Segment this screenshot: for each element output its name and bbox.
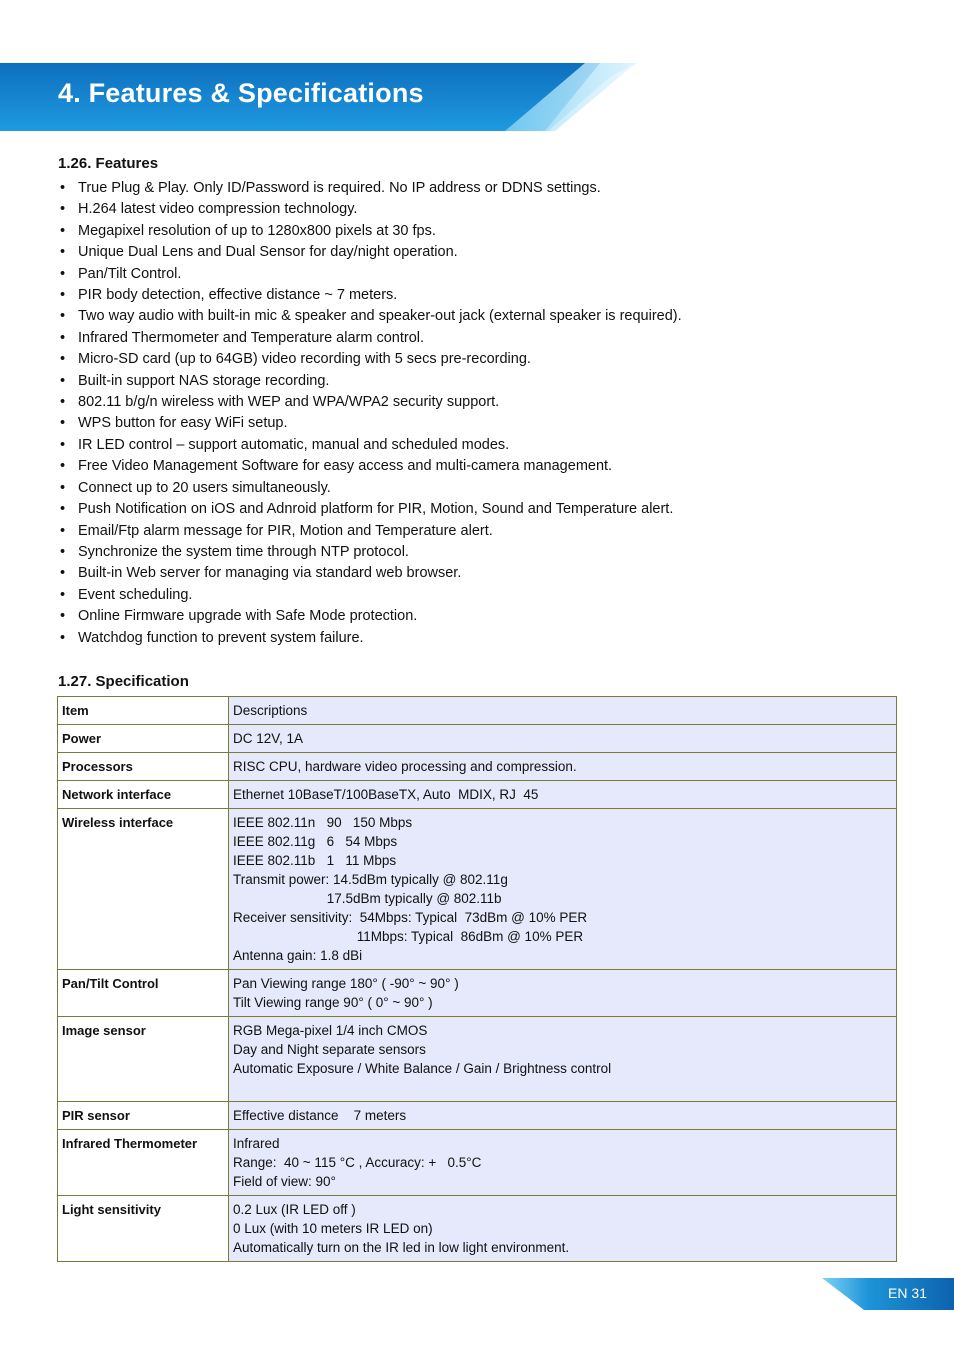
spec-description-line: IEEE 802.11g 6 54 Mbps xyxy=(233,834,398,849)
spec-row xyxy=(58,697,897,725)
spec-item-label: Pan/Tilt Control xyxy=(58,970,229,1017)
feature-item: • Megapixel resolution of up to 1280x800 pixels at 30 fps. xyxy=(58,221,898,242)
spec-description-line: IEEE 802.11n 90 150 Mbps xyxy=(233,815,413,830)
spec-description-line: Range: 40 ~ 115 °C , Accuracy: + 0.5°C xyxy=(233,1155,482,1170)
spec-description xyxy=(229,781,897,809)
spec-description xyxy=(229,970,897,1017)
feature-item: • Two way audio with built-in mic & speaker and speaker-out jack (external speaker is required). xyxy=(58,306,898,327)
feature-item: • Event scheduling. xyxy=(58,585,898,606)
spec-description-line: Field of view: 90° xyxy=(233,1174,336,1189)
spec-description-line: Automatic Exposure / White Balance / Gain / Brightness control xyxy=(233,1061,612,1076)
spec-description-line: Descriptions xyxy=(233,703,308,718)
spec-description-line: IEEE 802.11b 1 11 Mbps xyxy=(233,853,397,868)
spec-row xyxy=(58,781,897,809)
spec-row xyxy=(58,1102,897,1130)
specification-table xyxy=(57,696,897,1262)
spec-description-line: Effective distance 7 meters xyxy=(233,1108,407,1123)
spec-row xyxy=(58,725,897,753)
feature-item: • Unique Dual Lens and Dual Sensor for day/night operation. xyxy=(58,242,898,263)
spec-item-label: PIR sensor xyxy=(58,1102,229,1130)
spec-row xyxy=(58,809,897,970)
spec-item-label: Item xyxy=(58,697,229,725)
feature-item: • H.264 latest video compression technology. xyxy=(58,199,898,220)
spec-description-line: Transmit power: 14.5dBm typically @ 802.11g xyxy=(233,872,508,887)
spec-description-line xyxy=(233,1078,892,1097)
spec-item-label: Network interface xyxy=(58,781,229,809)
spec-description-line: Ethernet 10BaseT/100BaseTX, Auto MDIX, RJ 45 xyxy=(233,787,539,802)
spec-row xyxy=(58,1017,897,1102)
page-number: EN 31 xyxy=(888,1285,927,1301)
spec-row xyxy=(58,753,897,781)
page-title: 4. Features & Specifications xyxy=(58,78,424,108)
spec-item-label: Image sensor xyxy=(58,1017,229,1102)
feature-item: • WPS button for easy WiFi setup. xyxy=(58,413,898,434)
feature-item: • IR LED control – support automatic, manual and scheduled modes. xyxy=(58,435,898,456)
spec-description-line: 0 Lux (with 10 meters IR LED on) xyxy=(233,1221,433,1236)
spec-item-label: Infrared Thermometer xyxy=(58,1130,229,1196)
spec-description-line: Day and Night separate sensors xyxy=(233,1042,426,1057)
feature-item: • Built-in support NAS storage recording. xyxy=(58,371,898,392)
spec-description xyxy=(229,1196,897,1262)
spec-description xyxy=(229,1102,897,1130)
spec-description xyxy=(229,753,897,781)
spec-description-line: Receiver sensitivity: 54Mbps: Typical 73dBm @ 10% PER xyxy=(233,910,588,925)
feature-item: • Watchdog function to prevent system failure. xyxy=(58,628,898,649)
feature-item: • Connect up to 20 users simultaneously. xyxy=(58,478,898,499)
spec-description-line: RISC CPU, hardware video processing and compression. xyxy=(233,759,577,774)
spec-description-line: Antenna gain: 1.8 dBi xyxy=(233,948,363,963)
spec-row xyxy=(58,1196,897,1262)
feature-item: • Micro-SD card (up to 64GB) video recording with 5 secs pre-recording. xyxy=(58,349,898,370)
features-heading: 1.26. Features xyxy=(58,155,159,172)
spec-description-line: DC 12V, 1A xyxy=(233,731,304,746)
features-list xyxy=(58,178,898,649)
feature-item: • Built-in Web server for managing via standard web browser. xyxy=(58,563,898,584)
spec-row xyxy=(58,970,897,1017)
spec-description-line: RGB Mega-pixel 1/4 inch CMOS xyxy=(233,1023,428,1038)
feature-item: • True Plug & Play. Only ID/Password is required. No IP address or DDNS settings. xyxy=(58,178,898,199)
spec-row xyxy=(58,1130,897,1196)
specification-heading: 1.27. Specification xyxy=(58,673,189,690)
feature-item: • Online Firmware upgrade with Safe Mode protection. xyxy=(58,606,898,627)
feature-item: • Synchronize the system time through NTP protocol. xyxy=(58,542,898,563)
spec-item-label: Power xyxy=(58,725,229,753)
spec-description-line: Tilt Viewing range 90° ( 0° ~ 90° ) xyxy=(233,995,433,1010)
feature-item: • 802.11 b/g/n wireless with WEP and WPA/WPA2 security support. xyxy=(58,392,898,413)
feature-item: • Free Video Management Software for easy access and multi-camera management. xyxy=(58,456,898,477)
spec-item-label: Wireless interface xyxy=(58,809,229,970)
spec-description xyxy=(229,1130,897,1196)
feature-item: • Email/Ftp alarm message for PIR, Motion and Temperature alert. xyxy=(58,521,898,542)
spec-description-line: Pan Viewing range 180° ( -90° ~ 90° ) xyxy=(233,976,459,991)
feature-item: • PIR body detection, effective distance ~ 7 meters. xyxy=(58,285,898,306)
feature-item: • Push Notification on iOS and Adnroid platform for PIR, Motion, Sound and Temperature alert. xyxy=(58,499,898,520)
spec-description-line: 0.2 Lux (IR LED off ) xyxy=(233,1202,356,1217)
spec-description-line: 11Mbps: Typical 86dBm @ 10% PER xyxy=(233,929,584,944)
spec-description-line: Infrared xyxy=(233,1136,280,1151)
spec-item-label: Processors xyxy=(58,753,229,781)
feature-item: • Infrared Thermometer and Temperature alarm control. xyxy=(58,328,898,349)
spec-description xyxy=(229,725,897,753)
spec-description xyxy=(229,1017,897,1102)
spec-description-line: 17.5dBm typically @ 802.11b xyxy=(233,891,502,906)
spec-item-label: Light sensitivity xyxy=(58,1196,229,1262)
spec-description xyxy=(229,809,897,970)
spec-description-line: Automatically turn on the IR led in low light environment. xyxy=(233,1240,570,1255)
feature-item: • Pan/Tilt Control. xyxy=(58,264,898,285)
spec-description xyxy=(229,697,897,725)
